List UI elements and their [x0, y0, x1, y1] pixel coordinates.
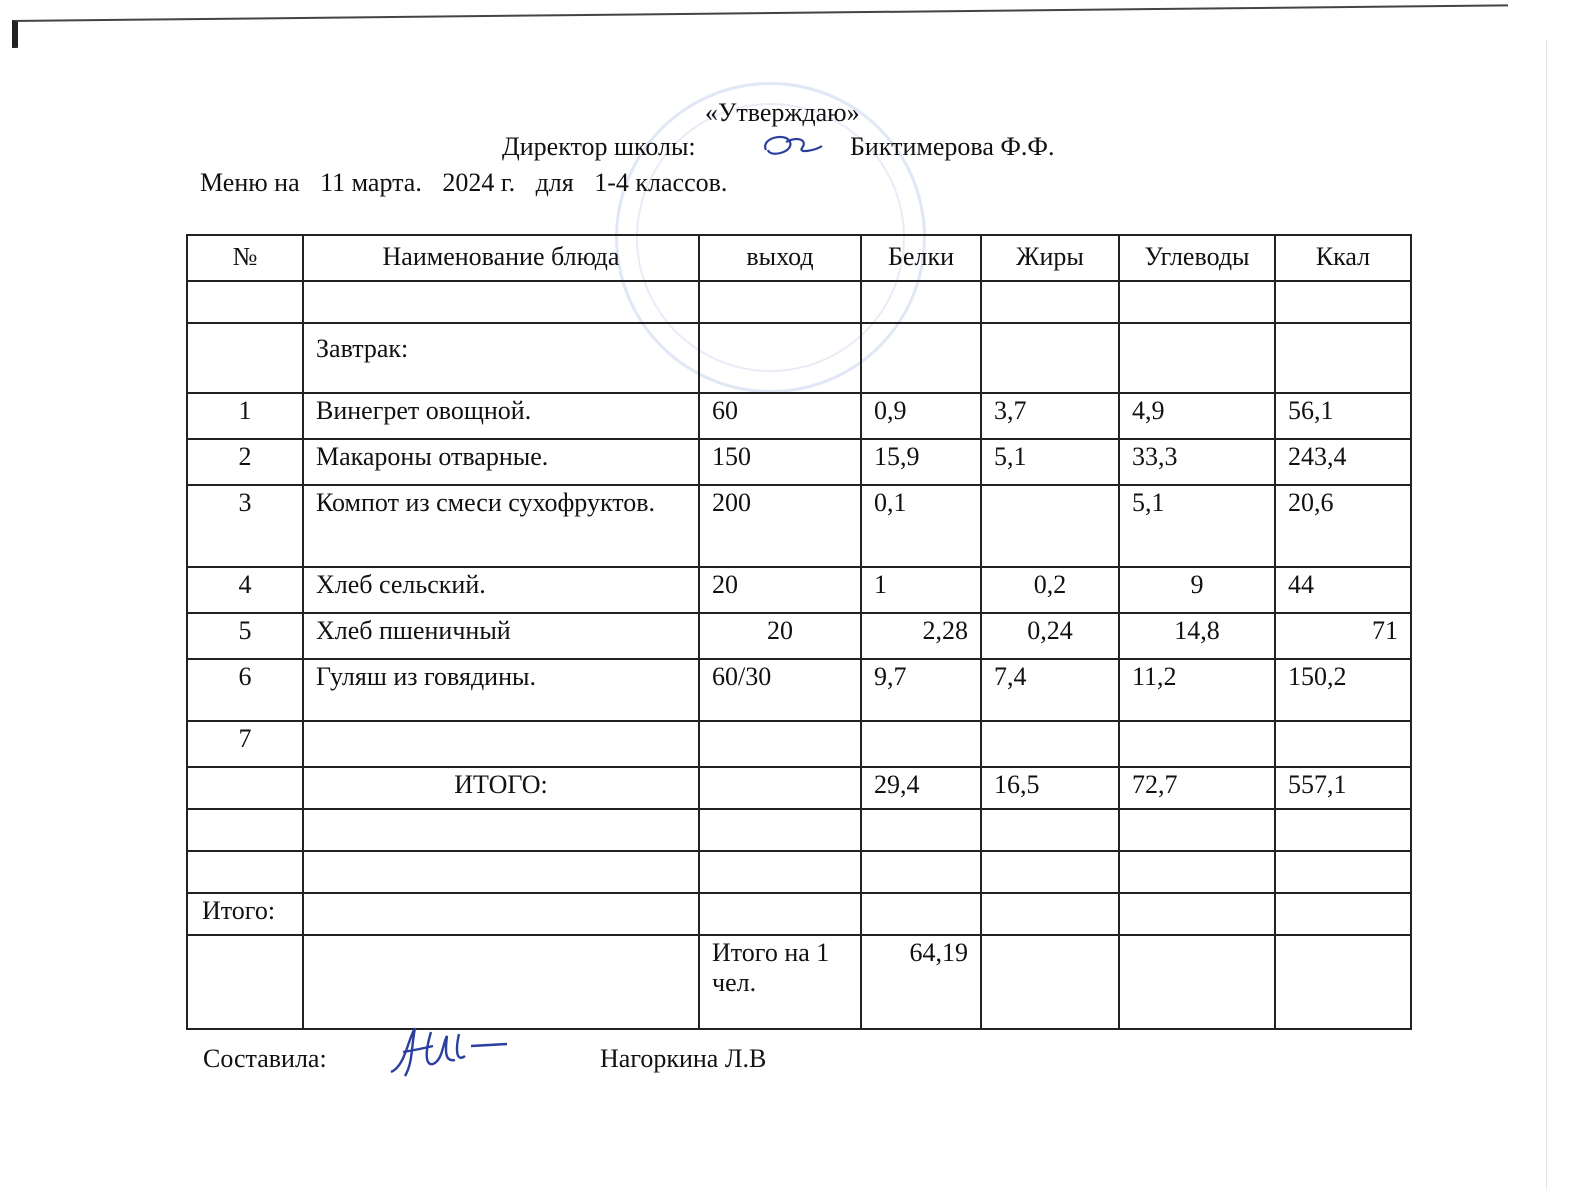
- row-out: 150: [699, 439, 861, 485]
- row-carbs: 5,1: [1119, 485, 1275, 567]
- col-header-name: Наименование блюда: [303, 235, 699, 281]
- table-row: [187, 393, 1411, 439]
- row-out: 60: [699, 393, 861, 439]
- row-kcal: 243,4: [1275, 439, 1411, 485]
- row-protein: 0,1: [861, 485, 981, 567]
- row-kcal: 56,1: [1275, 393, 1411, 439]
- director-label: Директор школы:: [502, 132, 696, 161]
- total-row: [187, 767, 1411, 809]
- col-header-protein: Белки: [861, 235, 981, 281]
- menu-year: 2024 г.: [442, 168, 516, 197]
- row-num: 4: [187, 567, 303, 613]
- per-person-row: [187, 935, 1411, 1029]
- col-header-kcal: Ккал: [1275, 235, 1411, 281]
- row-dish: Винегрет овощной.: [303, 393, 699, 439]
- row-fat: 5,1: [981, 439, 1119, 485]
- total-fat: 16,5: [981, 767, 1119, 809]
- itogo-row: [187, 893, 1411, 935]
- composed-label: Составила:: [203, 1044, 327, 1073]
- per-person-value: 64,19: [861, 935, 981, 1029]
- menu-label: Меню на: [200, 168, 300, 197]
- row-fat: 3,7: [981, 393, 1119, 439]
- row-kcal: 71: [1275, 613, 1411, 659]
- row-num: 7: [187, 721, 303, 767]
- approval-heading: «Утверждаю»: [705, 98, 860, 127]
- section-row: [187, 323, 1411, 393]
- row-carbs: 4,9: [1119, 393, 1275, 439]
- col-header-out: выход: [699, 235, 861, 281]
- row-num: 3: [187, 485, 303, 567]
- director-name: Биктимерова Ф.Ф.: [850, 132, 1055, 161]
- row-dish: Хлеб сельский.: [303, 567, 699, 613]
- col-header-num: №: [187, 235, 303, 281]
- total-kcal: 557,1: [1275, 767, 1411, 809]
- total-carbs: 72,7: [1119, 767, 1275, 809]
- table-row: [187, 439, 1411, 485]
- scan-edge-right: [1546, 40, 1547, 1190]
- row-fat: [981, 485, 1119, 567]
- table-header-row: [187, 235, 1411, 281]
- total-label: ИТОГО:: [303, 767, 699, 809]
- row-dish: Компот из смеси сухофруктов.: [303, 485, 699, 567]
- row-carbs: 33,3: [1119, 439, 1275, 485]
- row-carbs: 9: [1119, 567, 1275, 613]
- table-row: [187, 567, 1411, 613]
- col-header-fat: Жиры: [981, 235, 1119, 281]
- row-protein: 9,7: [861, 659, 981, 721]
- menu-classes: 1-4 классов.: [594, 168, 728, 197]
- table-row: [187, 281, 1411, 323]
- menu-title: [200, 168, 741, 198]
- table-row: [187, 485, 1411, 567]
- table-row: [187, 851, 1411, 893]
- row-kcal: 20,6: [1275, 485, 1411, 567]
- row-fat: 0,2: [981, 567, 1119, 613]
- row-dish: Хлеб пшеничный: [303, 613, 699, 659]
- row-num: 5: [187, 613, 303, 659]
- row-kcal: 150,2: [1275, 659, 1411, 721]
- director-signature: [756, 128, 826, 164]
- row-dish: Гуляш из говядины.: [303, 659, 699, 721]
- composer-name: Нагоркина Л.В: [600, 1044, 767, 1073]
- row-protein: 15,9: [861, 439, 981, 485]
- table-row: [187, 613, 1411, 659]
- row-out: 60/30: [699, 659, 861, 721]
- table-row: [187, 659, 1411, 721]
- row-carbs: 14,8: [1119, 613, 1275, 659]
- row-num: 2: [187, 439, 303, 485]
- composer-signature: [385, 1022, 515, 1082]
- section-label: Завтрак:: [303, 323, 699, 393]
- row-out: 200: [699, 485, 861, 567]
- row-out: 20: [699, 613, 861, 659]
- per-person-label: Итого на 1 чел.: [699, 935, 861, 1029]
- menu-table: [186, 234, 1412, 1030]
- row-fat: 0,24: [981, 613, 1119, 659]
- row-carbs: 11,2: [1119, 659, 1275, 721]
- row-out: 20: [699, 567, 861, 613]
- row-fat: 7,4: [981, 659, 1119, 721]
- row-num: 1: [187, 393, 303, 439]
- row-num: 6: [187, 659, 303, 721]
- total-protein: 29,4: [861, 767, 981, 809]
- row-protein: 1: [861, 567, 981, 613]
- row-kcal: 44: [1275, 567, 1411, 613]
- col-header-carbs: Углеводы: [1119, 235, 1275, 281]
- menu-date: 11 марта.: [320, 168, 422, 197]
- row-protein: 2,28: [861, 613, 981, 659]
- menu-for-label: для: [535, 168, 574, 197]
- scan-edge: [12, 4, 1508, 48]
- table-row: [187, 721, 1411, 767]
- row-dish: Макароны отварные.: [303, 439, 699, 485]
- table-row: [187, 809, 1411, 851]
- row-protein: 0,9: [861, 393, 981, 439]
- itogo-label: Итого:: [187, 893, 303, 935]
